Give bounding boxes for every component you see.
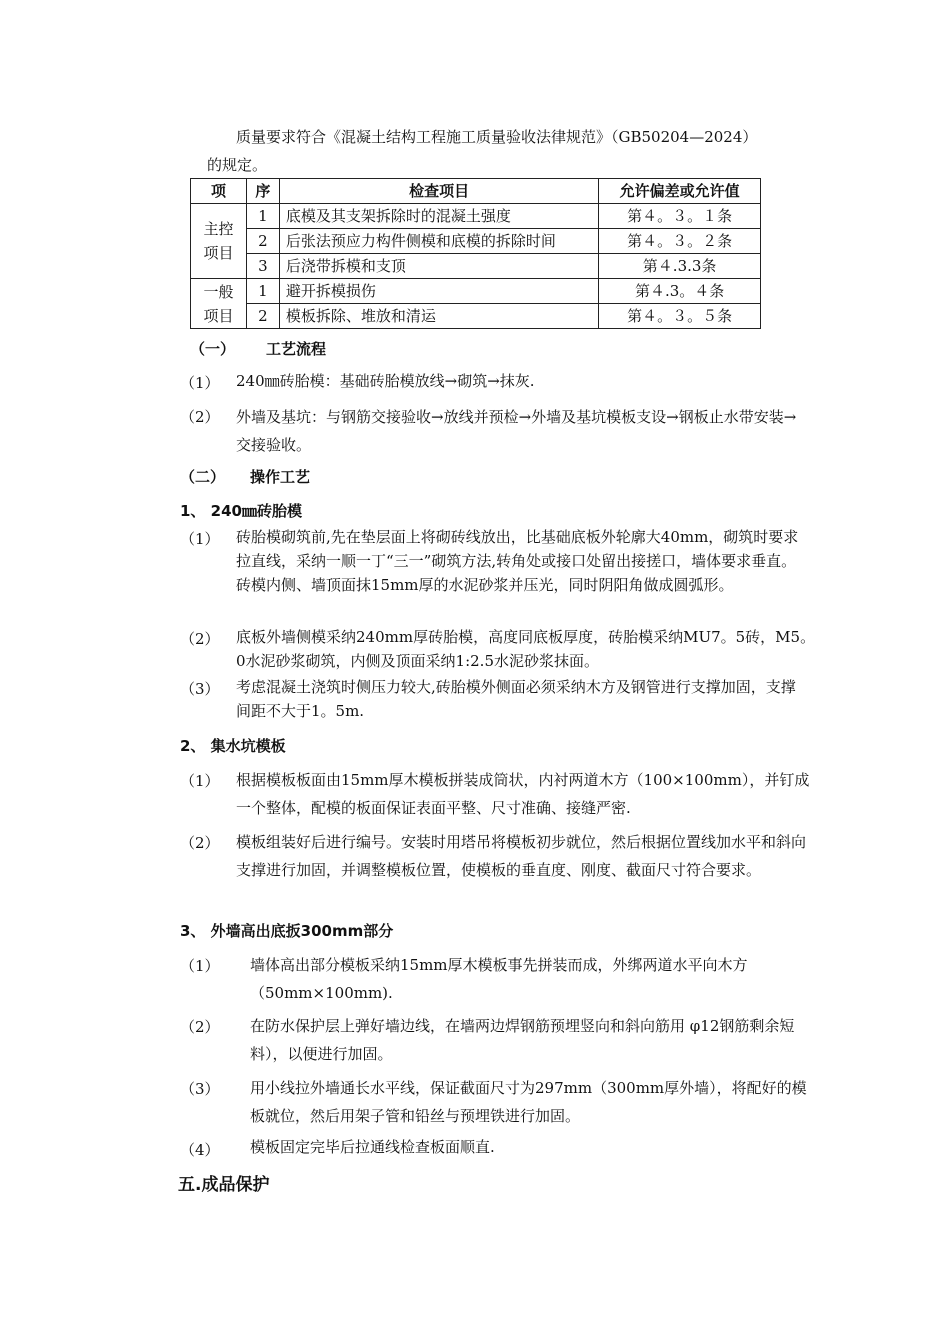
sub1-item-3-text: 考虑混凝土浇筑时侧压力较大,砖胎模外侧面必须采纳木方及钢管进行支撑加固，支撑间距不大于1。5m. <box>236 678 796 720</box>
row-item: 避开拆模损伤 <box>279 279 598 304</box>
section-operation-title: 操作工艺 <box>250 468 311 486</box>
row-item: 底模及其支架拆除时的混凝土强度 <box>279 204 598 229</box>
process-item-2-text: 外墙及基坑：与钢筋交接验收→放线并预检→外墙及基坑模板支设→钢板止水带安装→交接验收。 <box>236 408 797 454</box>
row-value: 第４.3。４条 <box>599 279 761 304</box>
process-item-1-num: （1） <box>180 374 220 392</box>
section-process-title: 工艺流程 <box>266 340 327 358</box>
row-no: 3 <box>246 254 279 279</box>
sub3-item-4-text: 模板固定完毕后拉通线检查板面顺直. <box>250 1138 495 1156</box>
sub2-item-1-text: 根据模板板面由15mm厚木模板拼装成筒状，内衬两道木方（100×100mm），并钉成一个整体，配模的板面保证表面平整、尺寸准确、接缝严密. <box>236 771 810 817</box>
sub3-item-2-num: （2） <box>180 1018 220 1036</box>
sub2-item-2-text: 模板组装好后进行编号。安装时用塔吊将模板初步就位，然后根据位置线加水平和斜向支撑进行加固，并调整模板位置，使模板的垂直度、刚度、截面尺寸符合要求。 <box>236 833 807 879</box>
row-value: 第４.3.3条 <box>599 254 761 279</box>
sub3-item-1-text: 墙体高出部分模板采纳15mm厚木模板事先拼装而成，外绑两道水平向木方（50mm×100mm). <box>250 956 748 1002</box>
sub3-item-2-text: 在防水保护层上弹好墙边线，在墙两边焊钢筋预埋竖向和斜向筋用 φ12钢筋剩余短料），以便进行加固。 <box>250 1017 795 1063</box>
process-item-2-num: （2） <box>180 408 220 426</box>
sub2-title: 2、 集水坑模板 <box>180 737 286 755</box>
table-row <box>191 254 761 279</box>
table-row <box>191 304 761 329</box>
row-item: 后张法预应力构件侧模和底模的拆除时间 <box>279 229 598 254</box>
process-item-1-text: 240㎜砖胎模：基础砖胎模放线→砌筑→抹灰. <box>236 372 535 390</box>
row-value: 第４。３。１条 <box>599 204 761 229</box>
section5-title: 五.成品保护 <box>178 1175 270 1195</box>
header-category: 项 <box>191 179 247 204</box>
intro-line-1: 质量要求符合《混凝土结构工程施工质量验收法律规范》（GB50204—2024） <box>236 128 758 146</box>
group-main-control: 主控项目 <box>191 204 247 279</box>
row-value: 第４。３。５条 <box>599 304 761 329</box>
sub1-item-2-text: 底板外墙侧模采纳240mm厚砖胎模，高度同底板厚度，砖胎模采纳MU7。5砖，M5。0水泥砂浆砌筑，内侧及顶面采纳1:2.5水泥砂浆抹面。 <box>236 628 816 670</box>
sub3-item-1-num: （1） <box>180 957 220 975</box>
intro-line-2: 的规定。 <box>207 156 268 174</box>
sub3-title: 3、 外墙高出底扳300mm部分 <box>180 922 394 940</box>
sub3-item-3-num: （3） <box>180 1080 220 1098</box>
row-no: 1 <box>246 279 279 304</box>
sub1-item-1-text: 砖胎模砌筑前,先在垫层面上将砌砖线放出，比基础底板外轮廓大40mm，砌筑时要求拉直线，采纳一顺一丁“三一”砌筑方法,转角处或接口处留出接搓口，墙体要求垂直。砖模内侧、墙顶面抹15mm厚的水泥砂浆并压光，同时阴阳角做成圆弧形。 <box>236 528 799 594</box>
quality-check-table <box>190 178 761 329</box>
sub1-item-2-num: （2） <box>180 630 220 648</box>
section-operation-num: （二） <box>180 468 226 486</box>
sub1-item-3-num: （3） <box>180 680 220 698</box>
header-seq: 序 <box>246 179 279 204</box>
row-no: 1 <box>246 204 279 229</box>
table-row <box>191 279 761 304</box>
header-tolerance: 允许偏差或允许值 <box>599 179 761 204</box>
sub2-item-1-num: （1） <box>180 772 220 790</box>
row-no: 2 <box>246 304 279 329</box>
table-header-row <box>191 179 761 204</box>
table-row <box>191 204 761 229</box>
row-value: 第４。３。２条 <box>599 229 761 254</box>
sub1-title: 1、 240㎜砖胎模 <box>180 502 302 520</box>
row-item: 模板拆除、堆放和清运 <box>279 304 598 329</box>
section-process-num: （一） <box>190 340 236 358</box>
sub1-item-1-num: （1） <box>180 530 220 548</box>
group-general: 一般项目 <box>191 279 247 329</box>
row-item: 后浇带拆模和支顶 <box>279 254 598 279</box>
sub3-item-3-text: 用小线拉外墙通长水平线，保证截面尺寸为297mm（300mm厚外墙），将配好的模板就位，然后用架子管和铅丝与预埋铁进行加固。 <box>250 1079 807 1125</box>
sub3-item-4-num: （4） <box>180 1141 220 1159</box>
row-no: 2 <box>246 229 279 254</box>
sub2-item-2-num: （2） <box>180 834 220 852</box>
header-check-item: 检查项目 <box>279 179 598 204</box>
table-row <box>191 229 761 254</box>
